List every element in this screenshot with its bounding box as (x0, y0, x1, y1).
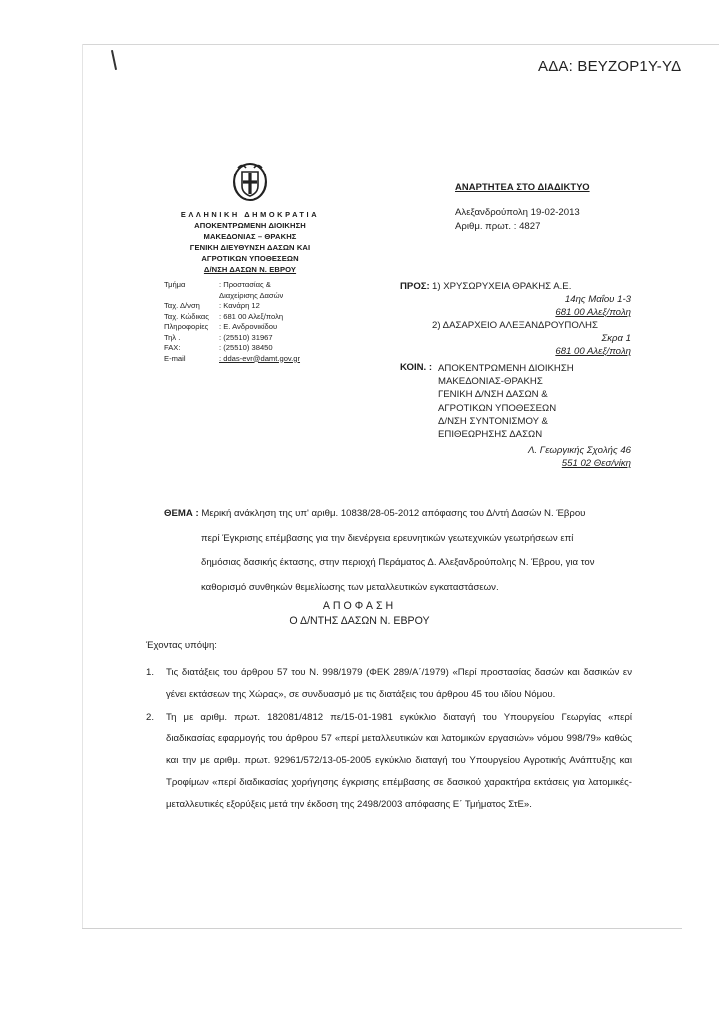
decision-subtitle: Ο Δ/ΝΤΗΣ ΔΑΣΩΝ Ν. ΕΒΡΟΥ (289, 615, 430, 627)
scan-edge-bottom (82, 928, 682, 929)
recipient-1-street: 14ης Μαΐου 1-3 (564, 294, 631, 305)
email-label: E-mail (164, 353, 186, 363)
dept-value: : Ε. Ανδρονικίδου (219, 322, 278, 331)
ada-code: ΑΔΑ: ΒΕΥΖΟΡ1Υ-ΥΔ (538, 58, 682, 75)
recipients-label: ΠΡΟΣ: (400, 281, 430, 292)
item-text: Τις διατάξεις του άρθρου 57 του Ν. 998/1979 (ΦΕΚ 289/Α΄/1979) «Περί προστασίας δασών και δασικών εν γένει εκτάσεων της Χώρας», σε συνδυασμό με τις διατάξεις του άρθρου 45 του ιδίου Νόμου. (166, 667, 632, 700)
subject-block (164, 502, 634, 600)
considerations-list (146, 662, 632, 816)
dept-label: Τηλ . (164, 332, 181, 342)
dept-value: : Προστασίας & (219, 280, 271, 289)
item-text: Τη με αριθμ. πρωτ. 182081/4812 πε/15-01-1981 εγκύκλιο διαταγή του Υπουργείου Γεωργίας «περί διαδικασίας εφαρμογής του άρθρου 57 «περί μεταλλευτικών και λατομικών εργασιών» νόμου 998/79» καθώς και την με αριθμ. πρωτ. 92961/572/13-05-2005 εγκύκλιο διαταγή του Υπουργείου Αγροτικής Ανάπτυξης και Τροφίμων «περί διαδικασίας χορήγησης έγκρισης επέμβασης σε δασικού χαρακτήρα εκτάσεις για λατομικές-μεταλλευτικές εξορύξεις μετά την έκδοση της 2498/2003 απόφασης Ε΄ Τμήματος ΣτΕ». (166, 711, 632, 810)
koin-city: 551 02 Θεσ/νίκη (561, 458, 631, 469)
dept-row (164, 322, 369, 333)
subject-label: ΘΕΜΑ : (164, 508, 199, 519)
protocol-number: Αριθμ. πρωτ. : 4827 (455, 221, 541, 232)
dept-label: Ταχ. Κώδικας (164, 311, 209, 321)
subject-line: περί Έγκρισης επέμβασης για την διενέργεια ερευνητικών γεωτεχνικών γεωτρήσεων επί (201, 532, 574, 544)
koin-line: ΓΕΝΙΚΗ Δ/ΝΣΗ ΔΑΣΩΝ & (438, 389, 548, 401)
koin-line: ΕΠΙΘΕΩΡΗΣΗΣ ΔΑΣΩΝ (438, 429, 543, 441)
item-number: 2. (146, 711, 155, 723)
subject-line: καθορισμό συνθηκών θεμελίωσης των μεταλλευτικών εγκαταστάσεων. (201, 581, 499, 593)
subject-line: δημόσιας δασικής έκτασης, στην περιοχή Περάματος Δ. Αλεξανδρούπολης Ν. Έβρου, για τον (201, 557, 595, 568)
recipient-2-city: 681 00 Αλεξ/πολη (555, 346, 631, 357)
dept-value: : Κανάρη 12 (219, 301, 260, 310)
koin-label: ΚΟΙΝ. : (400, 362, 433, 373)
dept-value: : 681 00 Αλεξ/πολη (219, 311, 284, 321)
koin-line: ΜΑΚΕΔΟΝΙΑΣ-ΘΡΑΚΗΣ (438, 376, 543, 388)
header-line: ΓΕΝΙΚΗ ΔΙΕΥΘΥΝΣΗ ΔΑΣΩΝ ΚΑΙ (189, 243, 311, 252)
subject-text: Μερική ανάκληση της υπ' αριθμ. 10838/28-05-2012 απόφασης του Δ/ντή Δασών Ν. Έβρου (201, 508, 586, 519)
dept-label: Ταχ. Δ/νση (164, 301, 200, 310)
koin-line: Δ/ΝΣΗ ΣΥΝΤΟΝΙΣΜΟΥ & (438, 415, 548, 427)
header-line: ΑΠΟΚΕΝΤΡΩΜΕΝΗ ΔΙΟΙΚΗΣΗ (194, 221, 306, 230)
email-link[interactable]: : ddas-evr@damt.gov.gr (219, 353, 301, 363)
dept-label: FAX: (164, 343, 181, 352)
posted-online-notice: ΑΝΑΡΤΗΤΕΑ ΣΤΟ ΔΙΑΔΙΚΤΥΟ (455, 181, 590, 192)
scan-edge-left (82, 44, 83, 929)
header-line: ΜΑΚΕΔΟΝΙΑΣ – ΘΡΑΚΗΣ (203, 232, 297, 241)
decision-title: ΑΠΟΦΑΣΗ (322, 600, 397, 612)
koin-line: ΑΠΟΚΕΝΤΡΩΜΕΝΗ ΔΙΟΙΚΗΣΗ (438, 363, 574, 374)
koin-street: Λ. Γεωργικής Σχολής 46 (528, 445, 631, 456)
scan-mark (111, 50, 117, 70)
list-item (146, 662, 632, 706)
dept-value: : (25510) 38450 (219, 343, 273, 352)
recipient-1-name: 1) ΧΡΥΣΩΡΥΧΕΙΑ ΘΡΑΚΗΣ Α.Ε. (432, 281, 572, 292)
koin-recipient (438, 362, 574, 441)
list-item (146, 707, 632, 816)
greek-emblem-icon (232, 160, 268, 202)
considering-heading: Έχοντας υπόψη: (146, 640, 217, 651)
dept-label: Πληροφορίες (164, 322, 209, 331)
koin-line: ΑΓΡΟΤΙΚΩΝ ΥΠΟΘΕΣΕΩΝ (438, 402, 557, 414)
recipient-2-name: 2) ΔΑΣΑΡΧΕΙΟ ΑΛΕΞΑΝΔΡΟΥΠΟΛΗΣ (432, 320, 598, 331)
dept-row (164, 280, 369, 291)
header-directorate: Δ/ΝΣΗ ΔΑΣΩΝ Ν. ΕΒΡΟΥ (203, 265, 297, 274)
dept-value: : (25510) 31967 (219, 332, 273, 342)
item-number: 1. (146, 667, 155, 678)
recipient-1-city: 681 00 Αλεξ/πολη (555, 307, 631, 318)
header-republic: ΕΛΛΗΝΙΚΗ ΔΗΜΟΚΡΑΤΙΑ (180, 210, 320, 219)
dept-value: Διαχείρισης Δασών (219, 290, 284, 300)
subject-line (164, 502, 634, 527)
date-line: Αλεξανδρούπολη 19-02-2013 (455, 207, 580, 218)
recipient-2-street: Σκρα 1 (601, 333, 631, 344)
dept-label: Τμήμα (164, 280, 186, 289)
scan-edge-top (82, 44, 719, 45)
header-line: ΑΓΡΟΤΙΚΩΝ ΥΠΟΘΕΣΕΩΝ (201, 254, 299, 263)
